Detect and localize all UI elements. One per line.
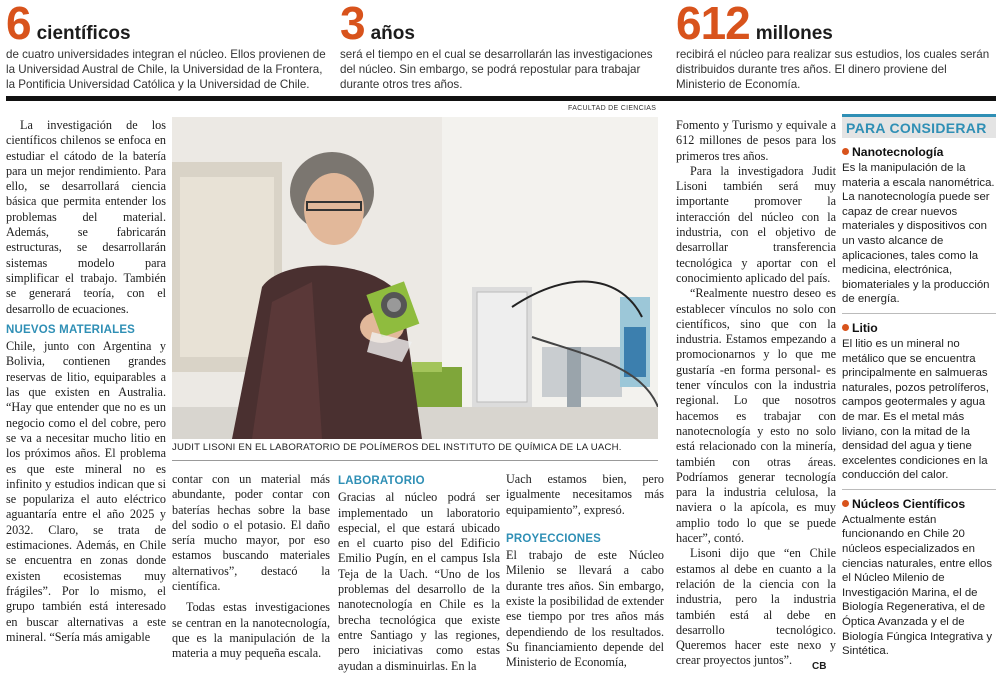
stat-years [340, 0, 662, 92]
stat-millions [676, 0, 998, 92]
subheading-laboratorio: LABORATORIO [338, 475, 425, 487]
sidebar-item-body: Actualmente están funcionando en Chile 20 núcleos especializados en ciencias naturales, entre ellos el Núcleo Milenio de Investigación Marina, el de Biología Regenerativa, el de Óptica Avanzada y el de Biología Fúngica Integrativa y Sintética. [842, 513, 993, 658]
paragraph: “Realmente nuestro deseo es establecer vínculos no solo con científicos, sino que con la industria. Estamos empezando a promocionarnos y lo que me gustaría -en forma personal- es tener vínculos con la industria regional. Lo que nosotros hacemos es trabajar con nanotecnología y esto no solo está relacionado con la minería, también con otras áreas. Podríamos generar tecnología para la industria celulosa, la naviera o la apícola, es muy amplio todo lo que se puede hacer”, contó. [676, 286, 836, 546]
stat-scientists [6, 0, 328, 92]
stat-number: 612 [676, 0, 750, 49]
bullet-icon [842, 148, 849, 155]
paragraph: La investigación de los científicos chilenos se enfoca en estudiar el cátodo de la batería para un mejor rendimiento. Para ello, se desarrollará ciencia básica que permita entender los problemas del material. Además, se fabricarán estructuras, se desarrollarán sistemas modelo para simplificar el trabajo. También se generará teoría, con el desarrollo de ecuaciones. [6, 118, 166, 316]
paragraph: El trabajo de este Núcleo Milenio se llevará a cabo durante tres años. Sin embargo, existe la posibilidad de extender ese tiempo por tres años más dependiendo de los resultados. Su financiamiento depende del Ministerio de Economía, [506, 548, 664, 670]
stat-text: de cuatro universidades integran el núcleo. Ellos provienen de la Universidad Austral de Chile, la Universidad de la Frontera, la Pontificia Universidad Católica y la Universidad de Chile. [6, 48, 326, 91]
photo-caption: JUDIT LISONI EN EL LABORATORIO DE POLÍMEROS DEL INSTITUTO DE QUÍMICA DE LA UACH. [172, 442, 622, 453]
article-column-2 [172, 472, 330, 662]
sidebar-item-nucleos-cientificos [842, 490, 996, 665]
stat-number: 6 [6, 0, 31, 49]
paragraph: Gracias al núcleo podrá ser implementado un laboratorio especial, el que estará ubicado en el cuarto piso del Edificio Emilio Pugín, en el campus Isla Teja de la Uach. “Uno de los problemas del desarrollo de la nanotecnología en Chile es la brecha tecnológica que existe entre Santiago y las regiones, pero iniciativas como estas ayudan a disminuirlas. En la [338, 490, 500, 673]
stat-text: será el tiempo en el cual se desarrollarán las investigaciones del núcleo. Sin embargo, se podrá repostular para trabajar durante otros tres años. [340, 48, 653, 91]
stat-unit: años [370, 23, 415, 44]
article-column-1 [6, 118, 166, 645]
subheading-nuevos-materiales: NUEVOS MATERIALES [6, 323, 136, 336]
bullet-icon [842, 324, 849, 331]
sidebar-title: PARA CONSIDERAR [842, 114, 996, 138]
bullet-icon [842, 500, 849, 507]
lab-photo [172, 117, 658, 439]
caption-divider [172, 460, 658, 461]
sidebar-item-litio [842, 314, 996, 490]
end-mark: CB [812, 661, 827, 672]
article-column-5 [676, 118, 836, 669]
article-column-3 [338, 472, 500, 674]
paragraph: Todas estas investigaciones se centran en la nanotecnología, que es la manipulación de la materia a muy pequeña escala. [172, 600, 330, 661]
stat-unit: científicos [36, 23, 131, 44]
sidebar-item-heading: Litio [852, 320, 878, 335]
sidebar-item-heading: Núcleos Científicos [852, 496, 966, 511]
lab-photo-illustration [172, 117, 658, 439]
stat-text: recibirá el núcleo para realizar sus estudios, los cuales serán distribuidos durante tres años. El dinero proviene del Ministerio de Economía. [676, 48, 990, 91]
stat-unit: millones [755, 23, 833, 44]
stats-strip [0, 0, 1000, 96]
paragraph: Para la investigadora Judit Lisoni también será muy importante promover la interacción del núcleo con la industria, con el objetivo de desarrollar transferencia tecnológica y aportar con el conocimiento aplicado del país. [676, 163, 836, 285]
sidebar-item-body: Es la manipulación de la materia a escala nanométrica. La nanotecnología puede ser capaz de crear nuevos materiales y dispositivos con un vasto alcance de aplicaciones, tales como la medicina, electrónica, biomateriales y la producción de energía. [842, 162, 995, 306]
sidebar-item-heading: Nanotecnología [852, 145, 944, 159]
paragraph: Fomento y Turismo y equivale a 612 millones de pesos para los primeros tres años. [676, 118, 836, 163]
sidebar-item-nanotecnologia [842, 138, 996, 314]
paragraph: Lisoni dijo que “en Chile estamos al debe en cuanto a la relación de la ciencia con la industria, pero la industria también está al debe en desarrollo tecnológico. Queremos hacer este nexo y crear proyectos juntos”. [676, 546, 836, 668]
subheading-proyecciones: PROYECCIONES [506, 532, 602, 545]
paragraph: Uach estamos bien, pero igualmente necesitamos más equipamiento”, expresó. [506, 472, 664, 517]
top-divider [6, 96, 996, 101]
sidebar-item-body: El litio es un mineral no metálico que se encuentra principalmente en salmueras naturales, pozos petrolíferos, campos geotermales y agua de mar. Es el metal más liviano, con la mitad de la densidad del agua y tiene excelentes condiciones en la conducción del calor. [842, 337, 989, 482]
sidebar-para-considerar [842, 114, 996, 665]
photo-credit: FACULTAD DE CIENCIAS [568, 105, 657, 112]
paragraph: contar con un material más abundante, poder contar con baterías hechas sobre la base del sodio o el potasio. El daño sería mucho mayor, por eso estamos buscando materiales alternativos”, destacó la científica. [172, 472, 330, 594]
paragraph: Chile, junto con Argentina y Bolivia, contienen grandes reservas de litio, equiparables a las que existen en Australia. “Hay que entender que no es un negocio como el del cobre, pero se va a necesitar mucho litio en los próximos años. El problema es que este mineral no es infinito y estudios indican que si se populariza el auto eléctrico aguantaría entre el año 2025 y 2032. Claro, se trata de estimaciones. Además, en Chile se encuentra en zonas donde existen ecosistemas muy frágiles”. Por lo mismo, el grupo también está interesado en buscar alternativas a este mineral. “Sería más amigable [6, 339, 166, 644]
stat-number: 3 [340, 0, 365, 49]
article-column-4 [506, 472, 664, 671]
